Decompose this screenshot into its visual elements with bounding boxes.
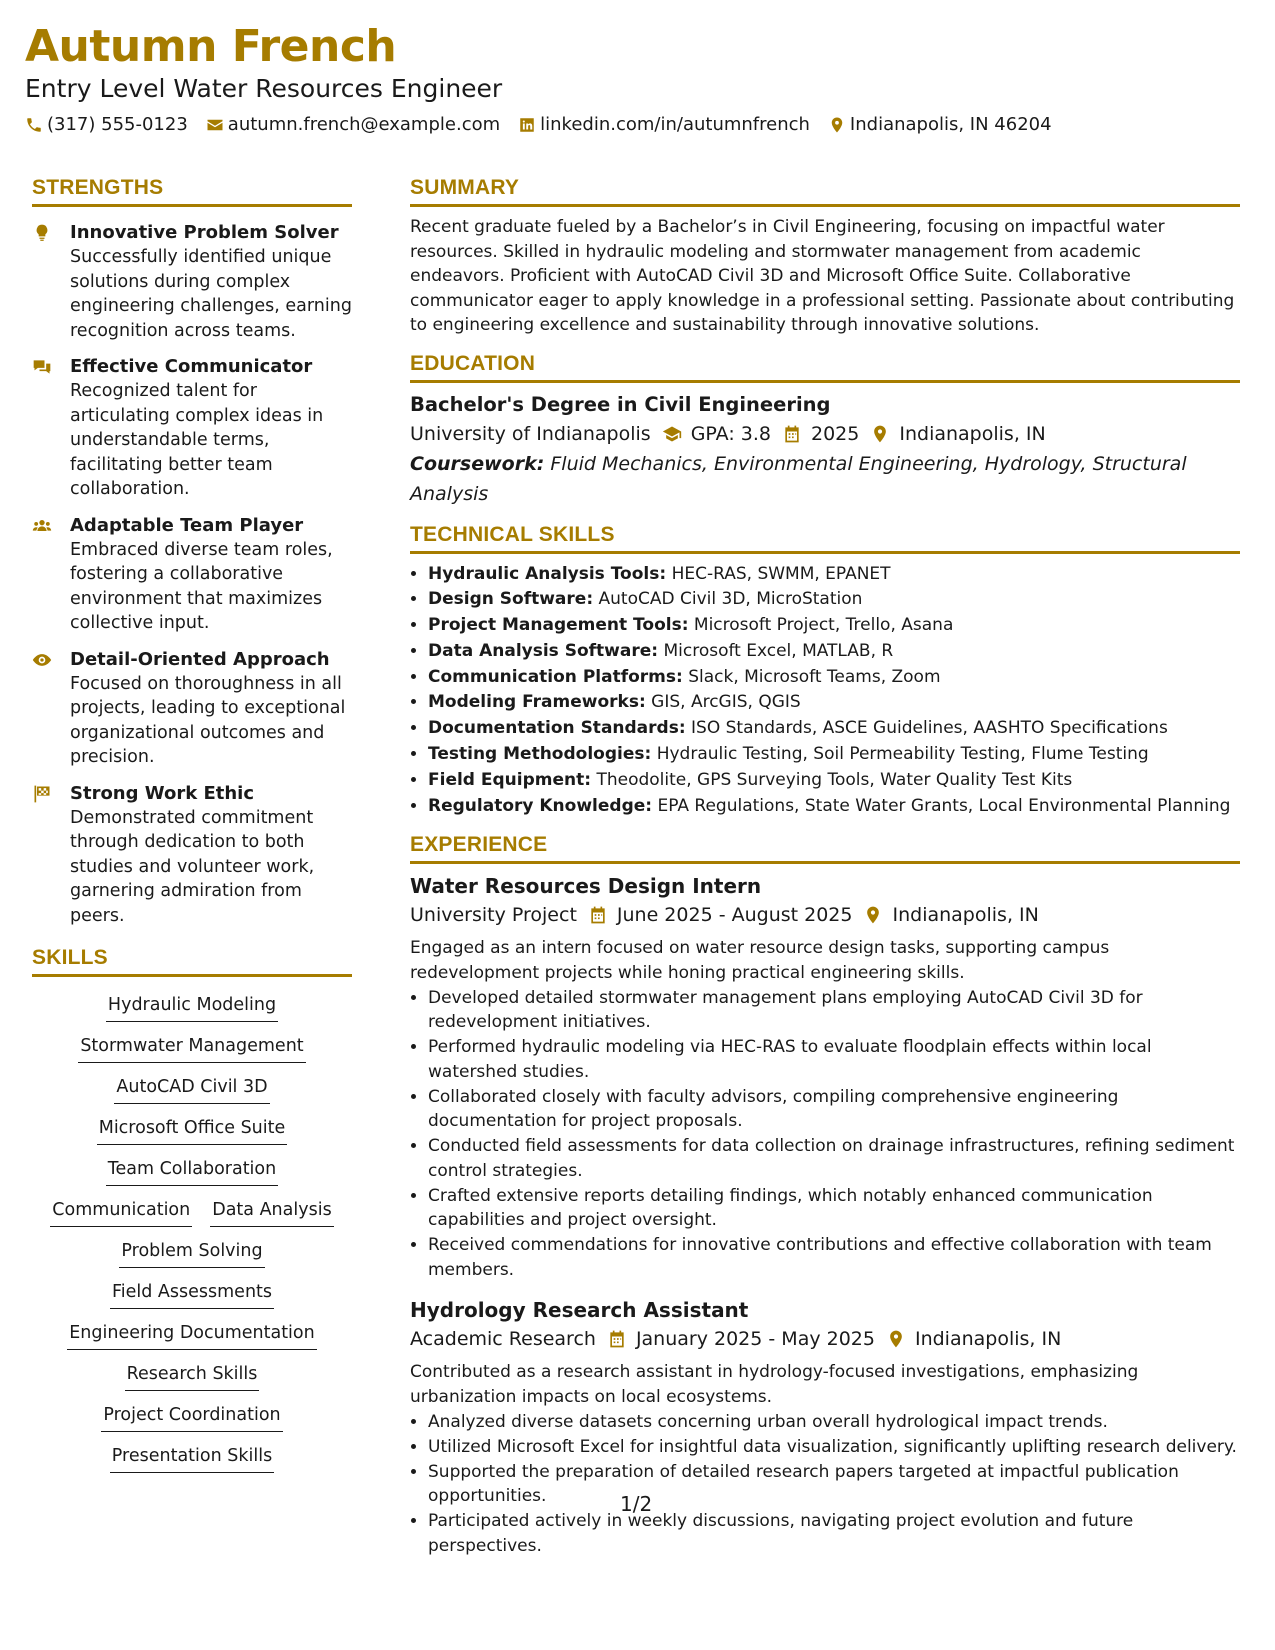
list-item: • Collaborated closely with faculty advisors, compiling comprehensive engineering documentation for project proposals. — [428, 1085, 1240, 1134]
coursework-list: Fluid Mechanics, Environmental Engineering, Hydrology, Structural Analysis — [410, 452, 1187, 505]
technical-skills-heading: TECHNICAL SKILLS — [410, 523, 1240, 554]
job-dates: January 2025 - May 2025 — [635, 1328, 875, 1351]
list-item — [428, 716, 1240, 742]
strength-desc: Successfully identified unique solutions during complex engineering challenges, earning recognition across teams. — [70, 247, 352, 341]
list-item — [428, 587, 1240, 613]
flag-checkered-icon — [32, 782, 70, 929]
list-item: • Participated actively in weekly discussions, navigating project evolution and future perspectives. — [428, 1509, 1240, 1558]
skill-label: Communication Platforms: — [428, 666, 683, 687]
skill-row — [32, 1239, 352, 1268]
list-item — [428, 562, 1240, 588]
job-meta — [410, 1324, 1240, 1354]
phone-text: (317) 555-0123 — [47, 114, 188, 135]
job-meta — [410, 900, 1240, 930]
list-item: • Performed hydraulic modeling via HEC-RAS to evaluate floodplain effects within local watershed studies. — [428, 1035, 1240, 1084]
linkedin-text: linkedin.com/in/autumnfrench — [540, 114, 810, 135]
skill-label: Modeling Frameworks: — [428, 692, 646, 713]
strength-title: Detail-Oriented Approach — [70, 648, 330, 670]
map-marker-icon — [828, 116, 846, 134]
eye-icon — [32, 648, 70, 770]
skill-row — [32, 1198, 352, 1227]
email-text: autumn.french@example.com — [227, 114, 501, 135]
contact-phone[interactable] — [25, 114, 188, 135]
strength-desc: Embraced diverse team roles, fostering a collaborative environment that maximizes collective input. — [70, 539, 333, 633]
location-text: Indianapolis, IN 46204 — [849, 114, 1052, 135]
skill-tag: Engineering Documentation — [67, 1321, 316, 1350]
skill-row — [32, 1157, 352, 1186]
skill-label: Documentation Standards: — [428, 718, 686, 739]
contact-email[interactable] — [206, 114, 500, 135]
skill-label: Testing Methodologies: — [428, 744, 652, 765]
skill-tag: Research Skills — [125, 1362, 260, 1391]
skill-row — [32, 1403, 352, 1432]
users-icon — [32, 514, 70, 636]
skill-label: Project Management Tools: — [428, 615, 689, 636]
coursework — [410, 449, 1240, 509]
list-item: • Developed detailed stormwater management plans employing AutoCAD Civil 3D for redevelopment initiatives. — [428, 986, 1240, 1035]
strength-title: Innovative Problem Solver — [70, 222, 339, 243]
map-marker-icon — [885, 1328, 907, 1350]
job-description: Contributed as a research assistant in hydrology-focused investigations, emphasizing urbanization impacts on local ecosystems. — [410, 1362, 1139, 1407]
skill-row — [32, 1444, 352, 1473]
experience-heading: EXPERIENCE — [410, 833, 1240, 864]
gpa-text: GPA: 3.8 — [690, 422, 771, 445]
job-location: Indianapolis, IN — [914, 1328, 1062, 1351]
skill-row — [32, 1280, 352, 1309]
skill-label: Regulatory Knowledge: — [428, 795, 653, 816]
technical-skills-list — [410, 562, 1240, 820]
skill-value: EPA Regulations, State Water Grants, Local Environmental Planning — [657, 795, 1231, 816]
right-column — [410, 176, 1240, 1558]
skill-tag: Microsoft Office Suite — [97, 1116, 288, 1145]
skill-label: Data Analysis Software: — [428, 640, 659, 661]
strength-item — [32, 514, 352, 636]
left-column — [32, 176, 352, 1473]
strength-title: Effective Communicator — [70, 356, 313, 377]
skill-label: Field Equipment: — [428, 769, 592, 790]
skills-heading: SKILLS — [32, 946, 352, 977]
job-description: Engaged as an intern focused on water resource design tasks, supporting campus redevelopment projects while honing practical engineering skills. — [410, 938, 1110, 983]
calendar-icon — [587, 904, 609, 926]
skill-tag: Communication — [50, 1198, 192, 1227]
list-item: • Crafted extensive reports detailing findings, which notably enhanced communication capabilities and project oversight. — [428, 1184, 1240, 1233]
list-item: • Conducted field assessments for data collection on drainage infrastructures, refining sediment control strategies. — [428, 1134, 1240, 1183]
education-heading: EDUCATION — [410, 352, 1240, 383]
contact-bar — [25, 114, 1052, 135]
strength-item — [32, 648, 352, 770]
school-name: University of Indianapolis — [410, 422, 651, 445]
skill-tag: AutoCAD Civil 3D — [114, 1075, 269, 1104]
list-item: • Received commendations for innovative contributions and effective collaboration with team members. — [428, 1233, 1240, 1282]
skill-tag: Project Coordination — [101, 1403, 282, 1432]
strength-item — [32, 782, 352, 929]
lightbulb-icon — [32, 221, 70, 343]
job-bullets — [410, 1410, 1240, 1559]
skill-value: Theodolite, GPS Surveying Tools, Water Quality Test Kits — [596, 769, 1073, 790]
graduation-year: 2025 — [811, 422, 860, 445]
coursework-label: Coursework: — [410, 452, 545, 475]
skill-row — [32, 1362, 352, 1391]
skill-row — [32, 1116, 352, 1145]
strength-title: Strong Work Ethic — [70, 782, 255, 804]
skill-value: AutoCAD Civil 3D, MicroStation — [598, 589, 863, 610]
skill-tag: Presentation Skills — [110, 1444, 274, 1473]
map-marker-icon — [862, 904, 884, 926]
skill-value: Hydraulic Testing, Soil Permeability Testing, Flume Testing — [656, 744, 1149, 765]
skill-value: Microsoft Project, Trello, Asana — [693, 615, 954, 636]
skill-row — [32, 1321, 352, 1350]
candidate-name: Autumn French — [25, 21, 397, 72]
calendar-icon — [781, 423, 803, 445]
skill-value: Slack, Microsoft Teams, Zoom — [688, 666, 941, 687]
list-item — [428, 613, 1240, 639]
contact-linkedin[interactable] — [518, 114, 810, 135]
skill-row — [32, 1075, 352, 1104]
job-location: Indianapolis, IN — [892, 904, 1039, 927]
graduation-cap-icon — [661, 423, 683, 445]
comments-icon — [32, 355, 70, 502]
list-item — [428, 794, 1240, 820]
list-item: • Utilized Microsoft Excel for insightful data visualization, significantly uplifting research delivery. — [428, 1435, 1240, 1460]
degree-title: Bachelor's Degree in Civil Engineering — [410, 392, 831, 416]
job-entry — [410, 872, 1240, 1282]
skill-tag: Stormwater Management — [78, 1034, 305, 1063]
page-indicator: 1/2 — [620, 1492, 653, 1516]
skill-tag: Team Collaboration — [106, 1157, 278, 1186]
job-bullets — [410, 986, 1240, 1283]
strength-desc: Focused on thoroughness in all projects, leading to exceptional organizational outcomes and precision. — [70, 673, 346, 767]
skill-value: ISO Standards, ASCE Guidelines, AASHTO Specifications — [691, 718, 1168, 739]
list-item — [428, 690, 1240, 716]
phone-icon — [25, 116, 43, 134]
skill-tag: Hydraulic Modeling — [106, 993, 278, 1022]
job-title: Hydrology Research Assistant — [410, 1298, 749, 1323]
list-item — [428, 665, 1240, 691]
job-entry — [410, 1296, 1240, 1558]
education-location: Indianapolis, IN — [899, 422, 1046, 445]
strength-item — [32, 221, 352, 343]
skill-value: Microsoft Excel, MATLAB, R — [663, 640, 894, 661]
strength-desc: Recognized talent for articulating complex ideas in understandable terms, facilitating better team collaboration. — [70, 381, 324, 499]
job-title: Entry Level Water Resources Engineer — [25, 74, 503, 103]
skill-value: HEC-RAS, SWMM, EPANET — [671, 563, 891, 584]
strengths-heading: STRENGTHS — [32, 176, 352, 207]
list-item: • Supported the preparation of detailed research papers targeted at impactful publication opportunities. — [428, 1460, 1240, 1509]
strength-item — [32, 355, 352, 502]
calendar-icon — [606, 1328, 628, 1350]
education-meta — [410, 419, 1240, 449]
skill-tag: Problem Solving — [119, 1239, 264, 1268]
skill-value: GIS, ArcGIS, QGIS — [651, 692, 801, 713]
skill-tag: Field Assessments — [110, 1280, 274, 1309]
summary-heading: SUMMARY — [410, 176, 1240, 207]
contact-location — [828, 114, 1052, 135]
list-item — [428, 768, 1240, 794]
job-org: Academic Research — [410, 1328, 596, 1351]
skill-label: Hydraulic Analysis Tools: — [428, 563, 667, 584]
job-title: Water Resources Design Intern — [410, 874, 762, 899]
strength-desc: Demonstrated commitment through dedication to both studies and volunteer work, garnering admiration from peers. — [70, 807, 315, 926]
linkedin-icon — [518, 116, 536, 134]
skill-tag: Data Analysis — [210, 1198, 333, 1227]
strength-title: Adaptable Team Player — [70, 514, 304, 536]
job-dates: June 2025 - August 2025 — [616, 904, 853, 927]
envelope-icon — [206, 116, 224, 134]
list-item — [428, 742, 1240, 768]
list-item — [428, 639, 1240, 665]
skill-row — [32, 1034, 352, 1063]
summary-text: Recent graduate fueled by a Bachelor’s in Civil Engineering, focusing on impactful water resources. Skilled in hydraulic modeling and stormwater management from academic endeavors. Proficient with AutoCAD Civil 3D and Microsoft Office Suite. Collaborative communicator eager to apply knowledge in a professional setting. Passionate about contributing to engineering excellence and sustainability through innovative solutions. — [410, 217, 1235, 335]
map-marker-icon — [869, 423, 891, 445]
list-item: • Analyzed diverse datasets concerning urban overall hydrological impact trends. — [428, 1410, 1240, 1435]
skill-row — [32, 993, 352, 1022]
job-org: University Project — [410, 904, 577, 927]
skill-label: Design Software: — [428, 589, 594, 610]
